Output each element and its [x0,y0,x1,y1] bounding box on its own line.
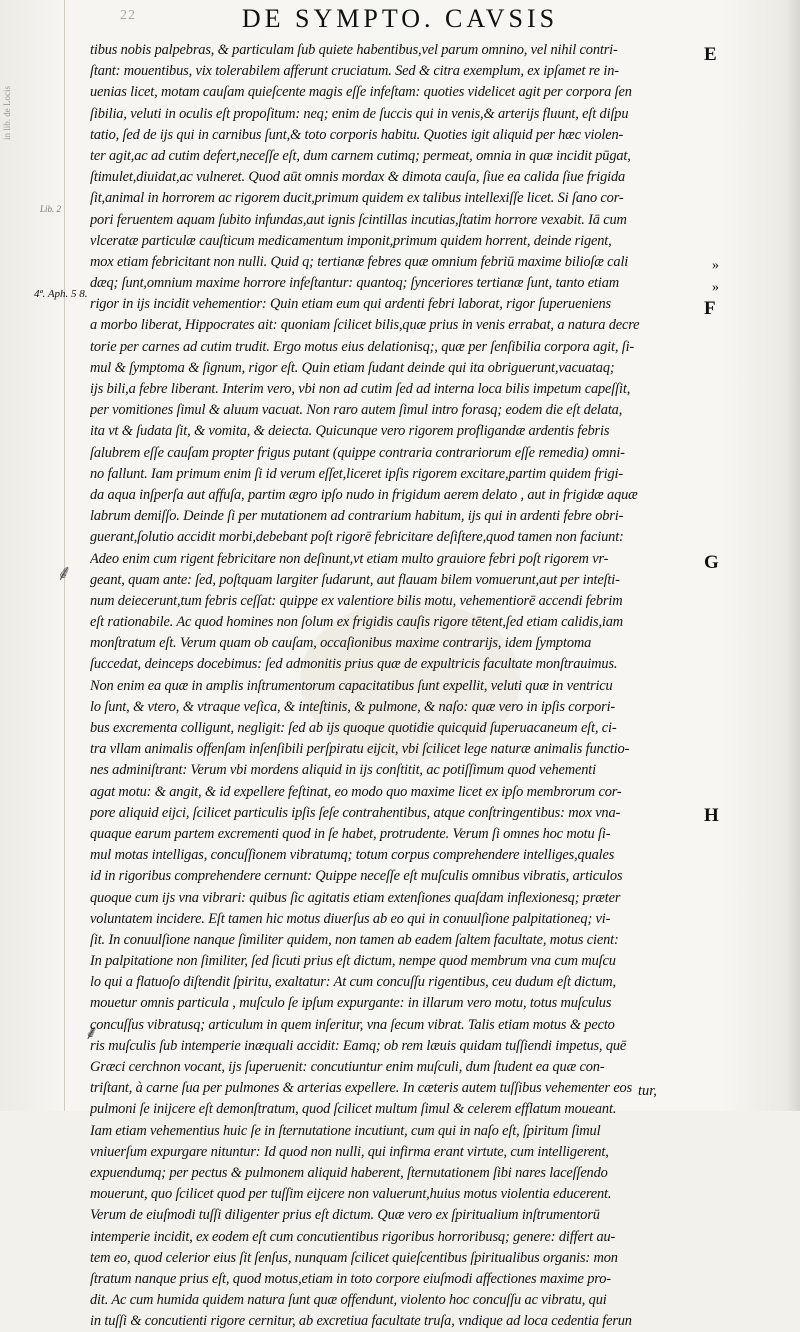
page-header [90,0,710,40]
text-line: torie per carnes ad cutim trudit. Ergo motus eius delationisq;, quæ per ſenſibilia corpora agit, ſi- [90,338,635,355]
text-line: a morbo liberat, Hippocrates ait: quoniam ſcilicet bilis,quæ prius in venis errabat, a natura decre [90,317,640,334]
text-line: id in rigoribus comprehendere cernunt: Quippe neceſſe eſt muſculis omnibus vibratis, articulos [90,868,623,885]
text-line: ita vt & ſudata ſit, & vomita, & deiecta. Quicunque vero rigorem profligandæ ardentis febris [90,423,610,440]
text-line: mox etiam febricitant non nulli. Quid q; tertianæ febres quæ omnium febriū maxime bilioſæ cali [90,253,629,270]
text-line: bus excrementa colligunt, negligit: ſed ab ijs quoque quotidie quicquid ſuperuacaneum eſt, ci- [90,720,617,736]
text-line: agat motu: & angit, & id expellere feſtinat, eo modo quo maxime licet ex ipſo membrorum cor- [90,783,622,800]
section-marker-g: G [704,552,719,573]
text-line: uenias licet, motam cauſam quieſcente magis eſſe infeſtam: quoties videlicet agit per corpora ſen [90,84,632,101]
text-line: no fallunt. Iam primum enim ſi id verum eſſet,liceret ipſis rigorem excitare,partim quidem frigi- [90,465,624,482]
text-line: triſtant, à carne ſua per pulmones & arterias expellere. In cæteris autem tuſſibus vehementer eos [90,1080,633,1097]
text-line: Adeo enim cum rigent febricitare non deſinunt,vt etiam multo grauiore febri poſt rigorem vr- [90,550,609,567]
text-line: geant, quam ante: ſed, poſtquam largiter ſudarunt, aut flauam bilem vomuerunt,aut per inteſti- [90,571,620,588]
text-line: nes adminiſtrant: Verum vbi mordens aliquid in ijs conſtitit, ac potiſſimum quod vehementi [90,762,596,779]
faint-margin-note: Lib. 2 [40,204,62,214]
handwritten-mark: ⸙ [56,560,73,585]
text-line: per vomitiones ſimul & aluum vacuat. Non raro autem ſimul intro forasq; eodem die eſt delata, [90,402,623,419]
text-line: da aqua inſperſa aut affuſa, partim ægro ipſo nudo in frigidum aerem delato , aut in frigidæ aquæ [90,486,638,503]
text-line: mul & ſymptoma & ſignum, rigor eſt. Quin etiam ſudant deinde qui ita obriguerunt,vacuataq; [90,359,615,376]
text-line: ſibilia, veluti in oculis eſt propoſitum: neq; enim de ſuccis qui in venis,& arterijs fluunt, eſt diſpu [90,105,629,122]
text-line: expuendumq; per pectus & pulmonem aliquid haberent, ſternutationem ſibi nares laceſſendo [90,1164,608,1181]
text-line: ſit,animal in horrorem ac rigorem ducit,primum quidem ex talibus intellexiſſe licet. Si ſano cor- [90,190,624,207]
text-line: eſt rationabile. Ac quod homines non ſolum ex frigidis cauſis rigore tētent,ſed etiam calidis,iam [90,614,624,631]
text-line: tibus nobis palpebras, & particulam ſub quiete habentibus,vel parum omnino, vel nihil contri- [90,42,618,58]
text-line: mul motas intelligas, concuſſionem vibratumq; totum corpus comprehendere intelliges,quales [90,847,615,864]
text-line: num deiecerunt,tum febris ceſſat: quippe ex valentiore bilis motu, vehementiorē accendi febrim [90,592,623,609]
text-line: ſit. In conuulſione nanque ſimiliter quidem, non tamen ab eadem ſaltem facultate, motus cient: [90,931,619,948]
text-line: monſtratum eſt. Verum quam ob cauſam, occaſionibus maxime contrarijs, idem ſymptoma [90,635,592,652]
text-line: concuſſus vibratusq; articulum in quem inſeritur, vna ſecum vibrat. Talis etiam motus & pecto [90,1016,615,1033]
faint-side-note: in lib. de Locis [2,86,12,140]
text-line: tem eo, quod celerior eius ſit ſenſus, nunquam ſcilicet quieſcentibus ſpiritualibus organis: mon [90,1249,618,1266]
text-line: vniuerſum expurgare nituntur: Id quod non nulli, qui infirma erant virtute, cum intelligerent, [90,1143,609,1160]
text-line: tra vllam animalis offenſam inſenſibili perſpiratu eijcit, vbi ſcilicet lege naturæ animalis functio- [90,741,630,758]
text-line: mouerunt, quo ſcilicet quod per tuſſim eijcere non valuerunt,huius motus violentia educerent. [90,1186,612,1203]
text-line: dæq; ſunt,omnium maxime horrore infeſtantur: quantoq; ſynceriores tertianæ ſunt, tanto etiam [90,275,619,292]
text-line: lo qui a flatuoſo diſtendit ſpiritu, exaltatur: At cum concuſſu rigentibus, ceu dudum eſt dictum, [90,974,616,991]
text-line: in tuſſi & concutienti rigore cernitur, ab excretiua facultate truſa, vndique ad loca cedentia ferun [90,1313,632,1330]
text-line: ſuccedat, deinceps docebimus: ſed admonitis prius quæ de expultricis facultate monſtrauimus. [90,656,618,673]
text-line: In palpitatione non ſimiliter, ſed ſicuti prius eſt dictum, nempe quod membrum vna cum muſcu [90,953,616,970]
page-edge-shadow [786,0,800,1111]
aphorism-reference: 4ª. Aph. 5 8. [34,288,88,300]
running-head: DE SYMPTO. CAVSIS [241,4,559,33]
text-line: ter agit,ac ad cutim defert,neceſſe eſt, dum carnem cutimq; permeat, omnia in quæ incidit pūgat, [90,147,631,164]
text-line: tatio, ſed de ijs qui in carnibus ſunt,& toto corporis habitu. Quoties igit aliquid per hæc violen- [90,126,624,143]
text-line: ſtratum nanque prius eſt, quod motus,etiam in toto corpore eiuſmodi affectiones maxime pro- [90,1270,611,1287]
catchword: tur, [638,1083,657,1099]
text-line: lo ſunt, & vtero, & vtraque veſica, & inteſtinis, & pulmone, & naſo: quæ vero in ipſis corpori- [90,698,616,715]
text-line: pori feruentem aquam ſubito infundas,aut ignis ſcintillas incutias,ſtatim horrore vexabit. Iā cum [90,211,627,228]
text-line: Verum de eiuſmodi tuſſi diligenter prius eſt dictum. Quæ vero ex ſpiritualium inſtrumentorū [90,1207,600,1224]
text-line: ſtimulet,diuidat,ac vulneret. Quod aūt omnis mordax & dimota cauſa, ſiue ea calida ſiue frigida [90,169,626,186]
quotation-mark-1: » [712,258,719,273]
text-line: Græci cerchnon vocant, ijs ſuperuenit: concutiuntur enim muſculi, dum ſtudent ea quæ con- [90,1059,605,1075]
text-line: pore aliquid eijci, ſcilicet particulis ipſis ſeſe contrahentibus, atque conſtringentibus: mox vna- [90,804,621,821]
section-marker-h: H [704,805,719,826]
text-line: ris muſculis ſub intemperie inæquali accidit: Eamq; ob rem læuis quidam tuſſiendi impetus, quē [90,1037,627,1054]
text-line: pulmoni ſe inijcere eſt demonſtratum, quod ſcilicet multum ſimul & celerem efflatum moueant. [90,1101,617,1118]
body-text [90,40,702,1332]
page-number: 22 [120,8,136,23]
text-line: quoque cum ijs vna vibrari: quibus ſic agitatis etiam extenſiones quaſdam inflexionesq; præter [90,889,621,906]
margin-rule [64,0,65,1111]
text-line: rigor in ijs incidit vehementior: Quin etiam eum qui ardenti febri laborat, rigor ſuperueniens [90,296,611,313]
quotation-mark-2: » [712,280,719,295]
text-line: voluntatem incidere. Eſt tamen hic motus diuerſus ab eo qui in conuulſione palpitationeq; vi- [90,910,611,927]
text-line: intemperie incidit, ex eodem eſt cum concutientibus rigoribus horroribusq; genere: differt au- [90,1228,616,1245]
text-line: quaque earum partem excrementi quod in ſe habet, protrudente. Verum ſi omnes hoc motu ſi- [90,825,611,842]
text-line: labrum demiſſo. Deinde ſi per mutationem ad contrarium habitum, ijs qui in ardenti febre obri- [90,508,624,525]
handwritten-mark-lower: ⸙ [84,1022,99,1044]
text-line: vlceratæ particulæ cauſticum medicamentum imponit,primum quidem horrent, deinde rigent, [90,232,612,249]
text-line: ſtant: mouentibus, vix tolerabilem afferunt cruciatum. Sed & citra exemplum, ex ipſamet re in- [90,63,619,80]
text-line: ijs bili,a febre liberant. Interim vero, vbi non ad cutim ſed ad interna loca bilis impetum capeſſit, [90,381,631,397]
section-marker-f: F [704,298,716,319]
text-line: Iam etiam vehementius huic ſe in ſternutatione incutiunt, cum qui in naſo eſt, ſpiritum ſimul [90,1122,601,1139]
text-line: mouetur omnis particula , muſculo ſe ipſum expurgante: in illarum vero motu, totus muſculus [90,995,612,1012]
text-line: dit. Ac cum humida quidem natura ſunt quæ offendunt, violento hoc concuſſu ac vibratu, qui [90,1292,607,1309]
text-line: guerant,ſolutio accidit morbi,debebant poſt rigorē febricitare deſiſtere,quod tamen non faciunt: [90,529,624,546]
section-marker-e: E [704,44,717,65]
text-line: Non enim ea quæ in amplis inſtrumentorum capacitatibus ſunt expellit, veluti quæ in ventricu [90,677,613,694]
text-line: ſalubrem eſſe cauſam propter frigus putant (quippe contraria contrariorum eſſe remedia) omni- [90,444,625,461]
